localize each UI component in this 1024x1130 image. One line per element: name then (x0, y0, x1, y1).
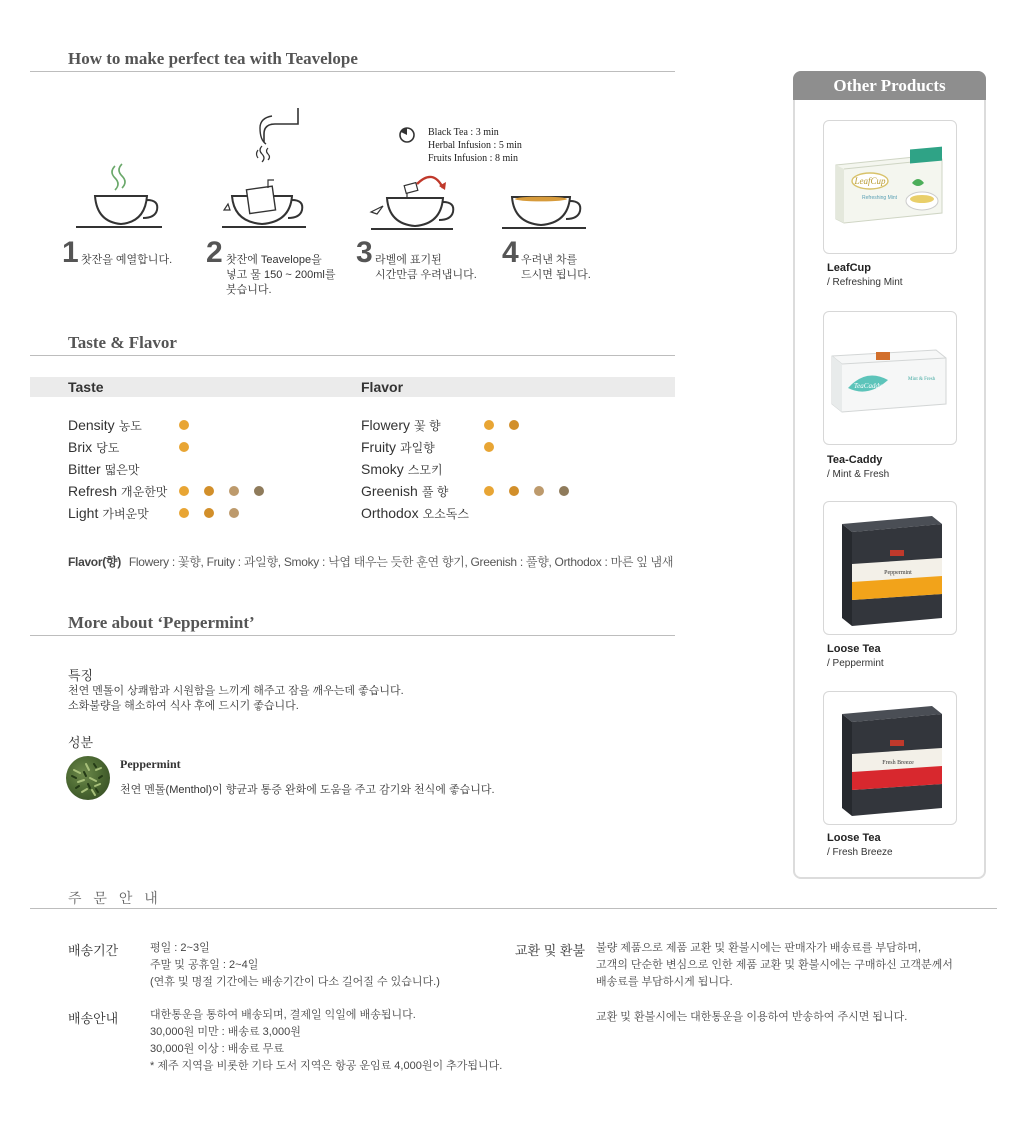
product-card-tea-caddy[interactable] (823, 311, 957, 445)
exchange-return-text: 교환 및 환불시에는 대한통운을 이용하여 반송하여 주시면 됩니다. (596, 1011, 908, 1023)
step-2-text: 찻잔에 Teavelope을 넣고 물 150 ~ 200ml를 붓습니다. (226, 254, 336, 296)
flavor-label-ko: 오소독스 (422, 507, 469, 521)
steep-time-black: Black Tea : 3 min (428, 127, 499, 138)
step-1-number: 1 (62, 236, 78, 269)
flavor-row-flowery (361, 417, 441, 434)
level-dot (204, 508, 214, 518)
product-sub-1: / Refreshing Mint (827, 277, 903, 288)
taste-row-brix (68, 439, 119, 456)
fresh-breeze-tin-label: Fresh Breeze (882, 760, 914, 766)
step-4-number: 4 (502, 236, 518, 269)
level-dot (229, 486, 239, 496)
tea-caddy-box-label: TeaCaddy (853, 382, 883, 390)
steep-time-fruits: Fruits Infusion : 8 min (428, 153, 519, 164)
flavor-row-fruity (361, 439, 435, 456)
flavor-label-ko: 스모키 (407, 463, 443, 477)
flavor-legend (68, 553, 673, 570)
step-1-text: 찻잔을 예열합니다. (81, 254, 173, 266)
step-3-number: 3 (356, 236, 372, 269)
flavor-legend-text: Flowery : 꽃향, Fruity : 과일향, Smoky : 낙엽 태우는 듯한 훈연 향기, Greenish : 풀향, Orthodox : 마른 잎 냄새 (128, 555, 674, 569)
taste-row-refresh (68, 483, 167, 500)
product-sub-2: / Mint & Fresh (827, 469, 890, 480)
other-products-title: Other Products (793, 71, 986, 100)
product-sub-3: / Peppermint (827, 658, 884, 669)
timer-icon (398, 126, 416, 144)
taste-flavor-header (30, 377, 675, 397)
flavor-row-orthodox (361, 505, 469, 522)
level-dot (179, 486, 189, 496)
steep-times (428, 126, 522, 165)
flavor-label-ko: 꽃 향 (414, 419, 441, 433)
feature-text: 천연 멘톨이 상쾌함과 시원함을 느끼게 해주고 잠을 깨우는데 좋습니다. 소화불량을 해소하여 식사 후에 드시기 좋습니다. (68, 685, 404, 712)
taste-label-ko: 가벼운맛 (102, 507, 149, 521)
tea-caddy-box-sub: Mint & Fresh (908, 377, 936, 382)
flavor-label-ko: 과일향 (400, 441, 435, 455)
leafcup-box-image (824, 121, 956, 253)
teacup-steeping-icon (365, 168, 465, 233)
ingredient-name: Peppermint (120, 757, 181, 771)
delivery-info-text: 대한통운을 통하여 배송되며, 결제일 익일에 배송됩니다. 30,000원 미만 : 배송료 3,000원 30,000원 이상 : 배송료 무료 * 제주 지역을 비롯한 기타 도서 지역은 항공 운임료 4,000원이 추가됩니다. (150, 1009, 503, 1072)
product-sub-4: / Fresh Breeze (827, 847, 893, 858)
level-dot (509, 420, 519, 430)
exchange-refund-text: 불량 제품으로 제품 교환 및 환불시에는 판매자가 배송료를 부담하며, 고객의 단순한 변심으로 인한 제품 교환 및 환불시에는 구매하신 고객분께서 배송료를 부담하시게 됩니다. (596, 942, 953, 988)
flavor-label-ko: 풀 향 (421, 485, 449, 499)
steep-time-herbal: Herbal Infusion : 5 min (428, 140, 522, 151)
taste-row-bitter (68, 461, 139, 478)
level-dot (509, 486, 519, 496)
level-dot (484, 486, 494, 496)
teavelope-pour-icon (220, 106, 320, 231)
product-name-2[interactable]: Tea-Caddy (827, 454, 883, 466)
teacup-steam-icon (70, 160, 170, 235)
level-dot (229, 508, 239, 518)
step-3-text: 라벨에 표기된 시간만큼 우려냅니다. (375, 254, 477, 281)
delivery-info-label: 배송안내 (68, 1011, 119, 1026)
taste-label: Bitter (68, 461, 101, 477)
flavor-header: Flavor (361, 379, 404, 395)
tea-caddy-box-image (824, 312, 956, 444)
level-dot (179, 420, 189, 430)
more-about-divider (30, 635, 675, 636)
taste-row-density (68, 417, 142, 434)
ingredient-heading: 성분 (68, 735, 94, 750)
product-card-loose-tea-peppermint[interactable] (823, 501, 957, 635)
product-name-4[interactable]: Loose Tea (827, 832, 881, 844)
product-name-3[interactable]: Loose Tea (827, 643, 881, 655)
flavor-label: Greenish (361, 483, 418, 499)
more-about-title: More about ‘Peppermint’ (68, 613, 255, 632)
how-to-title: How to make perfect tea with Teavelope (68, 49, 358, 68)
peppermint-tin-image (824, 502, 956, 634)
feature-heading: 특징 (68, 668, 94, 683)
taste-header: Taste (68, 379, 104, 395)
peppermint-leaf-image (66, 756, 110, 800)
step-4-text: 우려낸 차를 드시면 됩니다. (521, 254, 591, 281)
leafcup-box-sub: Refreshing Mint (862, 195, 898, 201)
taste-label: Density (68, 417, 115, 433)
teacup-ready-icon (500, 185, 595, 235)
taste-row-light (68, 505, 149, 522)
other-products-panel (793, 71, 986, 879)
level-dot (559, 486, 569, 496)
delivery-period-text: 평일 : 2~3일 주말 및 공휴일 : 2~4일 (연휴 및 명절 기간에는 배송기간이 다소 길어질 수 있습니다.) (150, 942, 440, 988)
exchange-refund-label: 교환 및 환불 (515, 943, 586, 958)
flavor-row-smoky (361, 461, 443, 478)
level-dot (534, 486, 544, 496)
how-to-divider (30, 71, 675, 72)
taste-label-ko: 농도 (118, 419, 142, 433)
level-dot (204, 486, 214, 496)
flavor-label: Flowery (361, 417, 411, 433)
flavor-row-greenish (361, 483, 448, 500)
leafcup-box-label: LeafCup (854, 176, 886, 186)
level-dot (179, 442, 189, 452)
taste-label: Light (68, 505, 99, 521)
taste-label: Brix (68, 439, 93, 455)
flavor-label: Smoky (361, 461, 404, 477)
taste-label-ko: 개운한맛 (121, 485, 168, 499)
ingredient-description: 천연 멘톨(Menthol)이 향균과 통증 완화에 도움을 주고 감기와 천식에 좋습니다. (120, 784, 495, 796)
taste-label: Refresh (68, 483, 118, 499)
taste-label-ko: 당도 (96, 441, 120, 455)
level-dot (254, 486, 264, 496)
peppermint-tin-label: Peppermint (884, 570, 912, 576)
flavor-label: Orthodox (361, 505, 419, 521)
taste-flavor-title: Taste & Flavor (68, 333, 177, 352)
delivery-period-label: 배송기간 (68, 943, 119, 958)
flavor-legend-label: Flavor(향) (68, 555, 121, 569)
taste-label-ko: 떫은맛 (104, 463, 140, 477)
level-dot (179, 508, 189, 518)
taste-flavor-divider (30, 355, 675, 356)
order-info-title: 주 문 안 내 (68, 890, 162, 906)
product-card-leafcup[interactable] (823, 120, 957, 254)
fresh-breeze-tin-image (824, 692, 956, 824)
product-card-loose-tea-fresh-breeze[interactable] (823, 691, 957, 825)
level-dot (484, 442, 494, 452)
step-2-number: 2 (206, 236, 222, 269)
level-dot (484, 420, 494, 430)
order-info-divider (30, 908, 997, 909)
product-name-1[interactable]: LeafCup (827, 262, 871, 274)
flavor-label: Fruity (361, 439, 396, 455)
